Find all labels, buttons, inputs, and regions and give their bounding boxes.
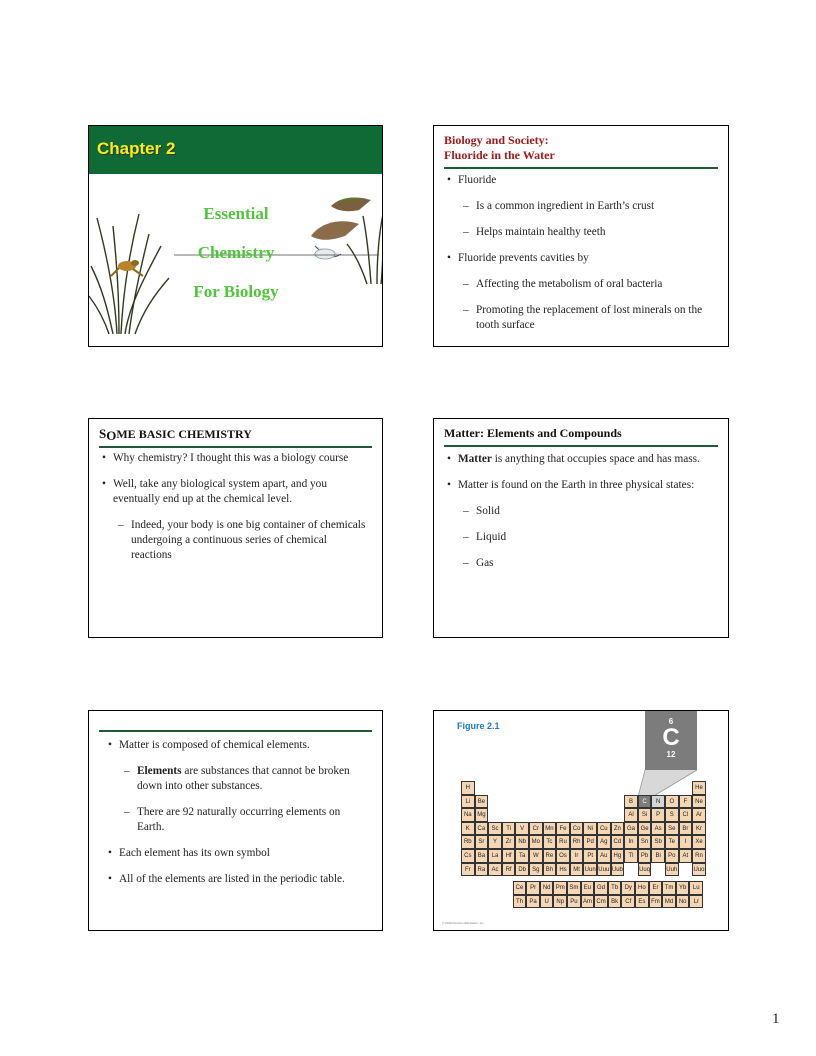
slide-body <box>101 451 372 574</box>
element-cell-pr: Pr <box>526 881 540 895</box>
element-cell-b: B <box>624 795 638 809</box>
element-cell-ba: Ba <box>475 849 489 863</box>
element-cell-es: Es <box>635 895 649 909</box>
bullet-item: • Matter is found on the Earth in three physical states: <box>446 478 718 493</box>
slide-chapter-title <box>88 125 383 347</box>
dash-item: – Affecting the metabolism of oral bacteria <box>446 277 718 292</box>
page-number: 1 <box>772 1011 780 1027</box>
plants-and-frogs-illustration <box>89 126 383 347</box>
element-cell-lr: Lr <box>689 895 703 909</box>
element-cell-ru: Ru <box>556 835 570 849</box>
element-cell-nd: Nd <box>540 881 554 895</box>
element-cell-tm: Tm <box>662 881 676 895</box>
element-cell-w: W <box>529 849 543 863</box>
element-cell-ac: Ac <box>488 863 502 877</box>
element-cell-sn: Sn <box>638 835 652 849</box>
title-line-3: For Biology <box>193 282 279 301</box>
dash-item: – Helps maintain healthy teeth <box>446 225 718 240</box>
title-line-2: Chemistry <box>197 243 275 262</box>
slide-basic-chemistry <box>88 418 383 638</box>
element-cell-db: Db <box>515 863 529 877</box>
element-cell-eu: Eu <box>581 881 595 895</box>
element-cell-at: At <box>679 849 693 863</box>
element-cell-ge: Ge <box>638 822 652 836</box>
element-cell-cf: Cf <box>621 895 635 909</box>
slide-matter <box>433 418 729 638</box>
carbon-mass-number: 12 <box>666 750 676 759</box>
element-cell-zr: Zr <box>502 835 516 849</box>
element-cell-ta: Ta <box>515 849 529 863</box>
element-cell-se: Se <box>665 822 679 836</box>
element-cell-f: F <box>679 795 693 809</box>
element-cell-ne: Ne <box>692 795 706 809</box>
dash-item: – Solid <box>446 504 718 519</box>
element-cell-cd: Cd <box>611 835 625 849</box>
bullet-item <box>446 452 718 467</box>
element-cell-fe: Fe <box>556 822 570 836</box>
element-cell-ra: Ra <box>475 863 489 877</box>
element-cell-he: He <box>692 781 706 795</box>
bullet-item: • Well, take any biological system apart, and you eventually end up at the chemical level. <box>101 477 372 507</box>
element-cell-bi: Bi <box>651 849 665 863</box>
slide-heading <box>444 133 718 169</box>
element-cell-tb: Tb <box>608 881 622 895</box>
dash-item: – Liquid <box>446 530 718 545</box>
element-cell-na: Na <box>461 808 475 822</box>
element-cell-hg: Hg <box>611 849 625 863</box>
figure-label: Figure 2.1 <box>457 721 500 731</box>
element-cell-br: Br <box>679 822 693 836</box>
bullet-item: • Each element has its own symbol <box>107 846 360 861</box>
bullet-item: • Why chemistry? I thought this was a biology course <box>101 451 372 466</box>
element-cell-ar: Ar <box>692 808 706 822</box>
element-cell-li: Li <box>461 795 475 809</box>
dash-item: – Indeed, your body is one big container of chemicals undergoing a continuous series of chemical reactions <box>101 518 372 563</box>
element-cell-pu: Pu <box>567 895 581 909</box>
heading-letter-o: O <box>106 428 117 443</box>
slide-heading: Matter: Elements and Compounds <box>444 426 718 447</box>
element-cell-po: Po <box>665 849 679 863</box>
element-cell-u: U <box>540 895 554 909</box>
element-cell-os: Os <box>556 849 570 863</box>
element-cell-rh: Rh <box>570 835 584 849</box>
element-cell-uub: Uub <box>611 863 625 877</box>
element-cell-er: Er <box>649 881 663 895</box>
element-cell-th: Th <box>513 895 527 909</box>
dash-item: – Is a common ingredient in Earth’s crust <box>446 199 718 214</box>
element-cell-te: Te <box>665 835 679 849</box>
element-cell-mn: Mn <box>543 822 557 836</box>
bullet-item: • All of the elements are listed in the periodic table. <box>107 872 360 887</box>
element-cell-uuh: Uuh <box>665 863 679 877</box>
element-cell-sm: Sm <box>567 881 581 895</box>
element-cell-np: Np <box>553 895 567 909</box>
element-cell-k: K <box>461 822 475 836</box>
element-cell-kr: Kr <box>692 822 706 836</box>
element-cell-y: Y <box>488 835 502 849</box>
element-cell-ga: Ga <box>624 822 638 836</box>
element-cell-nb: Nb <box>515 835 529 849</box>
slide-elements <box>88 710 383 931</box>
dash-item: – There are 92 naturally occurring elements on Earth. <box>107 805 360 835</box>
element-cell-sr: Sr <box>475 835 489 849</box>
element-cell-fm: Fm <box>649 895 663 909</box>
element-cell-sc: Sc <box>488 822 502 836</box>
element-cell-uun: Uun <box>583 863 597 877</box>
slide-periodic-table <box>433 710 729 931</box>
copyright-note: © 2010 Pearson Education, Inc. <box>442 921 485 925</box>
element-cell-cr: Cr <box>529 822 543 836</box>
element-cell-mg: Mg <box>475 808 489 822</box>
element-cell-mo: Mo <box>529 835 543 849</box>
element-cell-ag: Ag <box>597 835 611 849</box>
chapter-label: Chapter 2 <box>97 139 176 158</box>
element-cell-pm: Pm <box>553 881 567 895</box>
element-cell-cu: Cu <box>597 822 611 836</box>
element-cell-pd: Pd <box>583 835 597 849</box>
element-cell-pt: Pt <box>583 849 597 863</box>
element-cell-c: C <box>638 795 652 809</box>
element-cell-la: La <box>488 849 502 863</box>
element-cell-ti: Ti <box>502 822 516 836</box>
element-cell-v: V <box>515 822 529 836</box>
dash-item <box>107 764 360 794</box>
element-cell-ho: Ho <box>635 881 649 895</box>
element-cell-bk: Bk <box>608 895 622 909</box>
element-cell-h: H <box>461 781 475 795</box>
bullet-item: • Fluoride prevents cavities by <box>446 251 718 266</box>
element-cell-rb: Rb <box>461 835 475 849</box>
element-cell-o: O <box>665 795 679 809</box>
element-cell-tc: Tc <box>543 835 557 849</box>
element-cell-si: Si <box>638 808 652 822</box>
heading-line-1: Biology and Society: <box>444 133 549 147</box>
element-cell-lu: Lu <box>689 881 703 895</box>
heading-rule <box>99 730 372 732</box>
slide-fluoride <box>433 125 729 347</box>
element-cell-uuq: Uuq <box>638 863 652 877</box>
element-cell-i: I <box>679 835 693 849</box>
element-cell-p: P <box>651 808 665 822</box>
carbon-symbol: C <box>662 724 680 751</box>
element-cell-zn: Zn <box>611 822 625 836</box>
element-cell-uuo: Uuo <box>692 863 706 877</box>
element-cell-s: S <box>665 808 679 822</box>
element-cell-cm: Cm <box>594 895 608 909</box>
element-cell-bh: Bh <box>543 863 557 877</box>
element-cell-cs: Cs <box>461 849 475 863</box>
element-cell-co: Co <box>570 822 584 836</box>
element-cell-mt: Mt <box>570 863 584 877</box>
element-cell-n: N <box>651 795 665 809</box>
carbon-atomic-number: 6 <box>668 717 674 726</box>
element-cell-ca: Ca <box>475 822 489 836</box>
element-cell-no: No <box>676 895 690 909</box>
heading-letter-s: S <box>99 426 107 441</box>
element-cell-cl: Cl <box>679 808 693 822</box>
element-cell-re: Re <box>543 849 557 863</box>
element-cell-xe: Xe <box>692 835 706 849</box>
element-cell-ir: Ir <box>570 849 584 863</box>
element-cell-yb: Yb <box>676 881 690 895</box>
element-cell-sg: Sg <box>529 863 543 877</box>
slide-body <box>107 738 360 898</box>
heading-line-2: Fluoride in the Water <box>444 148 555 162</box>
element-cell-fr: Fr <box>461 863 475 877</box>
element-cell-md: Md <box>662 895 676 909</box>
dash-text: are substances that cannot be broken down into other substances. <box>137 765 350 792</box>
element-cell-hs: Hs <box>556 863 570 877</box>
element-cell-dy: Dy <box>621 881 635 895</box>
slide-body <box>446 452 718 582</box>
slide-heading <box>99 426 372 448</box>
bullet-item: • Matter is composed of chemical elements. <box>107 738 360 753</box>
bold-term: Elements <box>137 765 182 777</box>
element-cell-in: In <box>624 835 638 849</box>
bullet-text: is anything that occupies space and has mass. <box>491 453 700 465</box>
element-cell-au: Au <box>597 849 611 863</box>
element-cell-tl: Tl <box>624 849 638 863</box>
slide-body <box>446 173 718 344</box>
dash-item: – Gas <box>446 556 718 571</box>
element-cell-ni: Ni <box>583 822 597 836</box>
element-cell-rf: Rf <box>502 863 516 877</box>
bold-term: Matter <box>458 453 492 465</box>
title-line-1: Essential <box>203 204 269 223</box>
element-cell-uuu: Uuu <box>597 863 611 877</box>
element-cell-as: As <box>651 822 665 836</box>
carbon-enlarged-tile <box>645 711 697 770</box>
element-cell-al: Al <box>624 808 638 822</box>
element-cell-be: Be <box>475 795 489 809</box>
element-cell-rn: Rn <box>692 849 706 863</box>
element-cell-ce: Ce <box>513 881 527 895</box>
dash-item: – Promoting the replacement of lost minerals on the tooth surface <box>446 303 718 333</box>
element-cell-sb: Sb <box>651 835 665 849</box>
element-cell-pb: Pb <box>638 849 652 863</box>
element-cell-gd: Gd <box>594 881 608 895</box>
bullet-item: • Fluoride <box>446 173 718 188</box>
element-cell-hf: Hf <box>502 849 516 863</box>
element-cell-am: Am <box>581 895 595 909</box>
element-cell-pa: Pa <box>526 895 540 909</box>
heading-rest: ME BASIC CHEMISTRY <box>116 427 252 441</box>
